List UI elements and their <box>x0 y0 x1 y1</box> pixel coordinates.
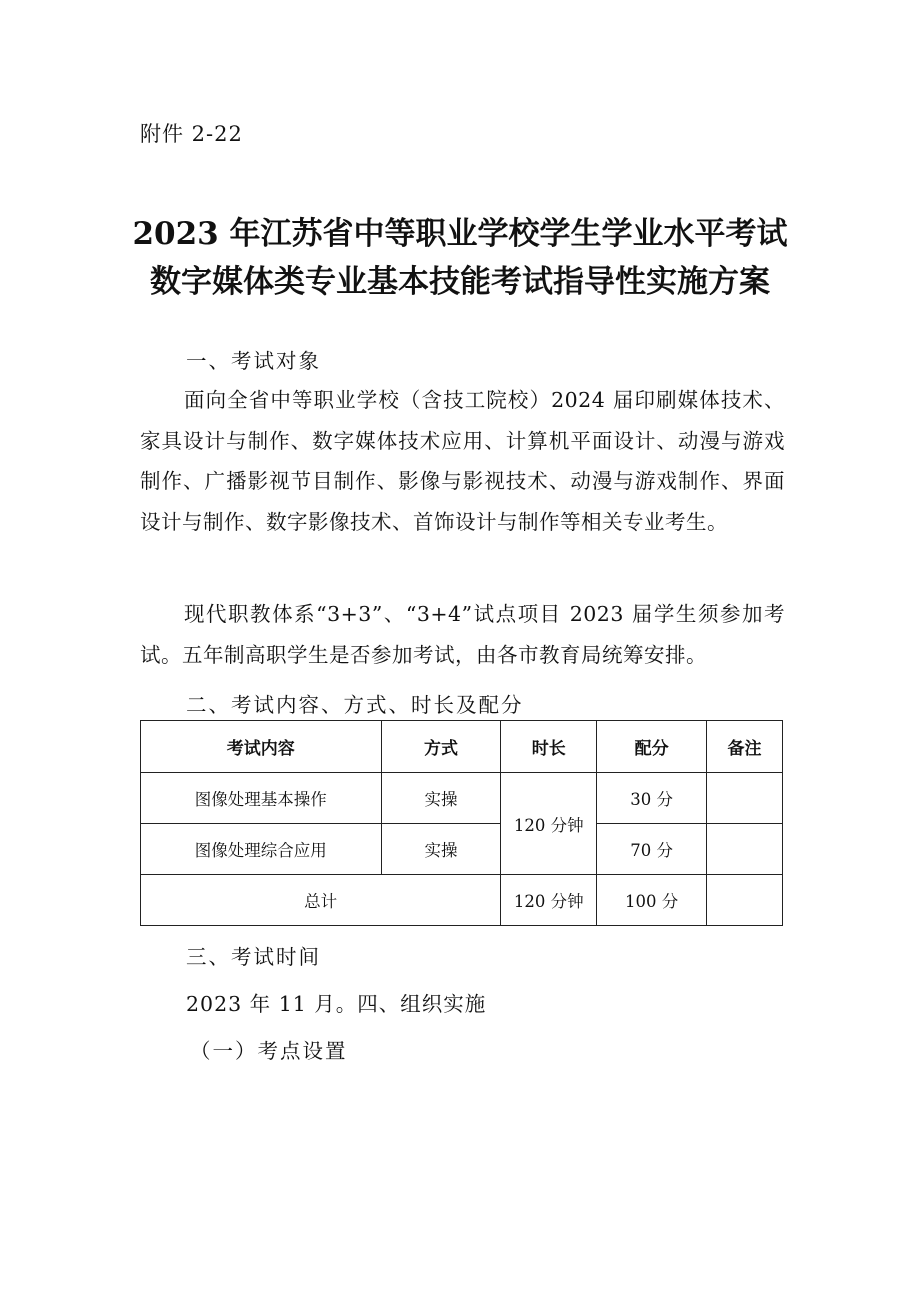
subsection-heading: （一）考点设置 <box>190 1039 348 1063</box>
table-header-row <box>141 721 783 773</box>
cell-total-score: 100 分 <box>597 875 707 926</box>
exam-table <box>140 720 783 926</box>
header-duration: 时长 <box>501 721 597 773</box>
header-score: 配分 <box>597 721 707 773</box>
table-total-row <box>141 875 783 926</box>
cell-duration-shared: 120 分钟 <box>501 773 597 875</box>
section-3-heading: 三、考试时间 <box>186 945 321 969</box>
document-title-line-2: 数字媒体类专业基本技能考试指导性实施方案 <box>150 264 770 300</box>
cell-score: 30 分 <box>597 773 707 824</box>
document-title-line-1: 2023 年江苏省中等职业学校学生学业水平考试 <box>132 216 788 252</box>
table-row <box>141 824 783 875</box>
header-content: 考试内容 <box>141 721 382 773</box>
cell-method: 实操 <box>381 773 501 824</box>
cell-total-label: 总计 <box>141 875 501 926</box>
cell-method: 实操 <box>381 824 501 875</box>
section-1-paragraph-2: 现代职教体系“3+3”、“3+4”试点项目 2023 届学生须参加考试。五年制高职学生是否参加考试，由各市教育局统筹安排。 <box>140 602 785 667</box>
table-row <box>141 773 783 824</box>
header-method: 方式 <box>381 721 501 773</box>
cell-note <box>707 824 783 875</box>
section-2-heading: 二、考试内容、方式、时长及配分 <box>186 693 524 717</box>
cell-content: 图像处理综合应用 <box>141 824 382 875</box>
section-1-paragraph-1: 面向全省中等职业学校（含技工院校）2024 届印刷媒体技术、家具设计与制作、数字媒体技术应用、计算机平面设计、动漫与游戏制作、广播影视节目制作、影像与影视技术、动漫与游戏制作、界面设计与制作、数字影像技术、首饰设计与制作等相关专业考生。 <box>140 388 785 534</box>
cell-note <box>707 773 783 824</box>
cell-total-note <box>707 875 783 926</box>
cell-total-duration: 120 分钟 <box>501 875 597 926</box>
cell-score: 70 分 <box>597 824 707 875</box>
section-1-heading: 一、考试对象 <box>186 349 321 373</box>
cell-content: 图像处理基本操作 <box>141 773 382 824</box>
section-3-line: 2023 年 11 月。四、组织实施 <box>186 992 487 1016</box>
attachment-label: 附件 2-22 <box>140 122 243 146</box>
header-note: 备注 <box>707 721 783 773</box>
